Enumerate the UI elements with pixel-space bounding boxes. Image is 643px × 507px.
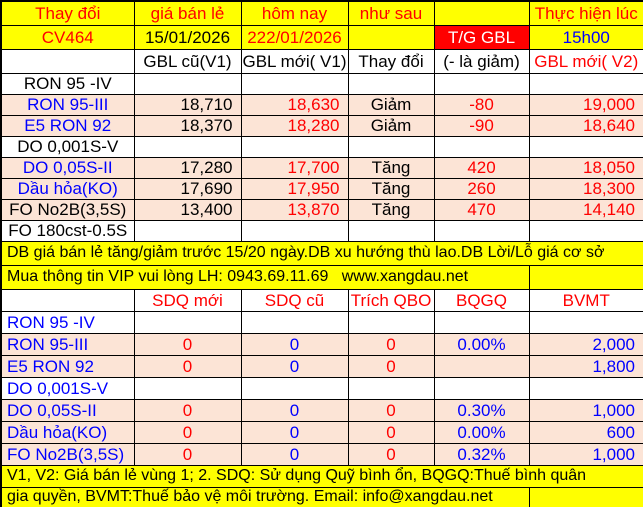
change-direction xyxy=(348,220,434,241)
header-thay-doi: Thay đổi xyxy=(1,1,134,25)
subheader-thay-doi: Thay đổi xyxy=(348,49,434,73)
sdq-moi: 0 xyxy=(134,333,241,355)
gbl-cu: 17,280 xyxy=(134,157,241,178)
gbl-moi-v2 xyxy=(529,220,643,241)
table-row xyxy=(1,377,643,399)
header-sdq-cu: SDQ cũ xyxy=(241,289,348,311)
table-row xyxy=(1,178,643,199)
old-price-date: 15/01/2026 xyxy=(134,25,241,49)
change-amount: -80 xyxy=(434,94,529,115)
sdq-cu: 0 xyxy=(241,421,348,443)
new-price-date: 222/01/2026 xyxy=(241,25,348,49)
sdq-cu xyxy=(241,311,348,333)
table-row xyxy=(1,241,643,265)
circular-number: CV464 xyxy=(1,25,134,49)
change-direction: Giảm xyxy=(348,115,434,136)
notice-vip-contact: Mua thông tin VIP vui lòng LH: 0943.69.11.69 www.xangdau.net xyxy=(1,265,529,289)
empty-cell xyxy=(529,265,643,289)
header-gia-ban-le: giá bán lẻ xyxy=(134,1,241,25)
effective-time: 15h00 xyxy=(529,25,643,49)
gbl-moi-v1: 13,870 xyxy=(241,199,348,220)
header-bqgq: BQGQ xyxy=(434,289,529,311)
table-row xyxy=(1,73,643,94)
table-row xyxy=(1,421,643,443)
table-row xyxy=(1,25,643,49)
change-amount xyxy=(434,136,529,157)
table-row xyxy=(1,136,643,157)
product-label: E5 RON 92 xyxy=(1,115,134,136)
product-label: RON 95-III xyxy=(1,94,134,115)
trich-qbo: 0 xyxy=(348,443,434,465)
gbl-moi-v1 xyxy=(241,220,348,241)
gbl-moi-v1: 18,630 xyxy=(241,94,348,115)
footer-note-line1: V1, V2: Giá bán lẻ vùng 1; 2. SDQ: Sử dụng Quỹ bình ổn, BQGQ:Thuế bình quân xyxy=(1,465,643,487)
gbl-moi-v1: 17,700 xyxy=(241,157,348,178)
change-amount: -90 xyxy=(434,115,529,136)
gbl-moi-v2: 19,000 xyxy=(529,94,643,115)
gbl-cu xyxy=(134,136,241,157)
change-amount: 420 xyxy=(434,157,529,178)
table-row xyxy=(1,311,643,333)
product-label: Dầu hỏa(KO) xyxy=(1,421,134,443)
table-row xyxy=(1,157,643,178)
gbl-moi-v2: 18,640 xyxy=(529,115,643,136)
sdq-moi: 0 xyxy=(134,355,241,377)
gbl-cu: 18,370 xyxy=(134,115,241,136)
product-label: FO No2B(3,5S) xyxy=(1,199,134,220)
bvmt xyxy=(529,377,643,399)
notice-db-forecast: DB giá bán lẻ tăng/giảm trước 15/20 ngày.DB xu hướng thù lao.DB Lời/Lỗ giá cơ sở xyxy=(1,241,643,265)
sdq-moi: 0 xyxy=(134,421,241,443)
change-direction: Tăng xyxy=(348,157,434,178)
sdq-cu: 0 xyxy=(241,333,348,355)
gbl-moi-v2: 18,300 xyxy=(529,178,643,199)
bqgq: 0.00% xyxy=(434,333,529,355)
bvmt: 1,800 xyxy=(529,355,643,377)
empty-cell xyxy=(348,25,434,49)
header-empty-cell xyxy=(434,1,529,25)
sdq-cu: 0 xyxy=(241,443,348,465)
bvmt: 1,000 xyxy=(529,443,643,465)
table-row xyxy=(1,1,643,25)
table-row xyxy=(1,465,643,487)
table-row xyxy=(1,355,643,377)
gbl-moi-v2: 18,050 xyxy=(529,157,643,178)
product-label: E5 RON 92 xyxy=(1,355,134,377)
table-row xyxy=(1,443,643,465)
gbl-cu xyxy=(134,73,241,94)
gbl-moi-v1 xyxy=(241,136,348,157)
table-row xyxy=(1,399,643,421)
empty-cell xyxy=(1,289,134,311)
bqgq xyxy=(434,377,529,399)
product-label: RON 95-III xyxy=(1,333,134,355)
change-amount xyxy=(434,220,529,241)
table-row xyxy=(1,49,643,73)
header-bvmt: BVMT xyxy=(529,289,643,311)
sdq-cu: 0 xyxy=(241,399,348,421)
product-label: RON 95 -IV xyxy=(1,311,134,333)
gbl-moi-v1 xyxy=(241,73,348,94)
header-sdq-moi: SDQ mới xyxy=(134,289,241,311)
gbl-moi-v2 xyxy=(529,136,643,157)
product-label: DO 0,05S-II xyxy=(1,157,134,178)
subheader-la-giam: (- là giảm) xyxy=(434,49,529,73)
header-nhu-sau: như sau xyxy=(348,1,434,25)
sdq-moi xyxy=(134,311,241,333)
product-label: DO 0,001S-V xyxy=(1,136,134,157)
table-row xyxy=(1,199,643,220)
subheader-gbl-moi-v2: GBL mới( V2) xyxy=(529,49,643,73)
gbl-moi-v2: 14,140 xyxy=(529,199,643,220)
trich-qbo xyxy=(348,377,434,399)
change-amount: 260 xyxy=(434,178,529,199)
gbl-cu: 13,400 xyxy=(134,199,241,220)
bvmt: 1,000 xyxy=(529,399,643,421)
change-direction xyxy=(348,136,434,157)
gbl-cu xyxy=(134,220,241,241)
trich-qbo: 0 xyxy=(348,355,434,377)
empty-cell xyxy=(1,49,134,73)
table-row xyxy=(1,115,643,136)
change-direction: Tăng xyxy=(348,178,434,199)
subheader-gbl-moi-v1: GBL mới( V1) xyxy=(241,49,348,73)
trich-qbo xyxy=(348,311,434,333)
table-row xyxy=(1,487,643,507)
empty-cell xyxy=(529,487,643,507)
gbl-cu: 17,690 xyxy=(134,178,241,199)
bqgq: 0.32% xyxy=(434,443,529,465)
change-direction: Tăng xyxy=(348,199,434,220)
bqgq: 0.30% xyxy=(434,399,529,421)
trich-qbo: 0 xyxy=(348,333,434,355)
trich-qbo: 0 xyxy=(348,421,434,443)
gbl-moi-v1: 18,280 xyxy=(241,115,348,136)
sdq-cu xyxy=(241,377,348,399)
price-table-body xyxy=(1,1,643,507)
gbl-moi-v1: 17,950 xyxy=(241,178,348,199)
bvmt: 2,000 xyxy=(529,333,643,355)
subheader-gbl-cu-v1: GBL cũ(V1) xyxy=(134,49,241,73)
sdq-moi: 0 xyxy=(134,399,241,421)
product-label: FO 180cst-0.5S xyxy=(1,220,134,241)
footer-note-line2: gia quyền, BVMT:Thuế bảo vệ môi trường. Email: info@xangdau.net xyxy=(1,487,529,507)
header-thuc-hien-luc: Thực hiện lúc xyxy=(529,1,643,25)
table-row xyxy=(1,289,643,311)
sdq-moi: 0 xyxy=(134,443,241,465)
change-amount: 470 xyxy=(434,199,529,220)
bqgq: 0.00% xyxy=(434,421,529,443)
table-row xyxy=(1,265,643,289)
bvmt: 600 xyxy=(529,421,643,443)
gbl-moi-v2 xyxy=(529,73,643,94)
sdq-cu: 0 xyxy=(241,355,348,377)
product-label: DO 0,05S-II xyxy=(1,399,134,421)
sdq-moi xyxy=(134,377,241,399)
header-trich-qbo: Trích QBO xyxy=(348,289,434,311)
header-hom-nay: hôm nay xyxy=(241,1,348,25)
trich-qbo: 0 xyxy=(348,399,434,421)
tg-gbl-badge: T/G GBL xyxy=(434,25,529,49)
table-row xyxy=(1,220,643,241)
change-amount xyxy=(434,73,529,94)
bvmt xyxy=(529,311,643,333)
product-label: DO 0,001S-V xyxy=(1,377,134,399)
table-row xyxy=(1,94,643,115)
change-direction: Giảm xyxy=(348,94,434,115)
product-label: RON 95 -IV xyxy=(1,73,134,94)
gbl-cu: 18,710 xyxy=(134,94,241,115)
table-row xyxy=(1,333,643,355)
product-label: FO No2B(3,5S) xyxy=(1,443,134,465)
bqgq xyxy=(434,311,529,333)
bqgq xyxy=(434,355,529,377)
product-label: Dầu hỏa(KO) xyxy=(1,178,134,199)
change-direction xyxy=(348,73,434,94)
